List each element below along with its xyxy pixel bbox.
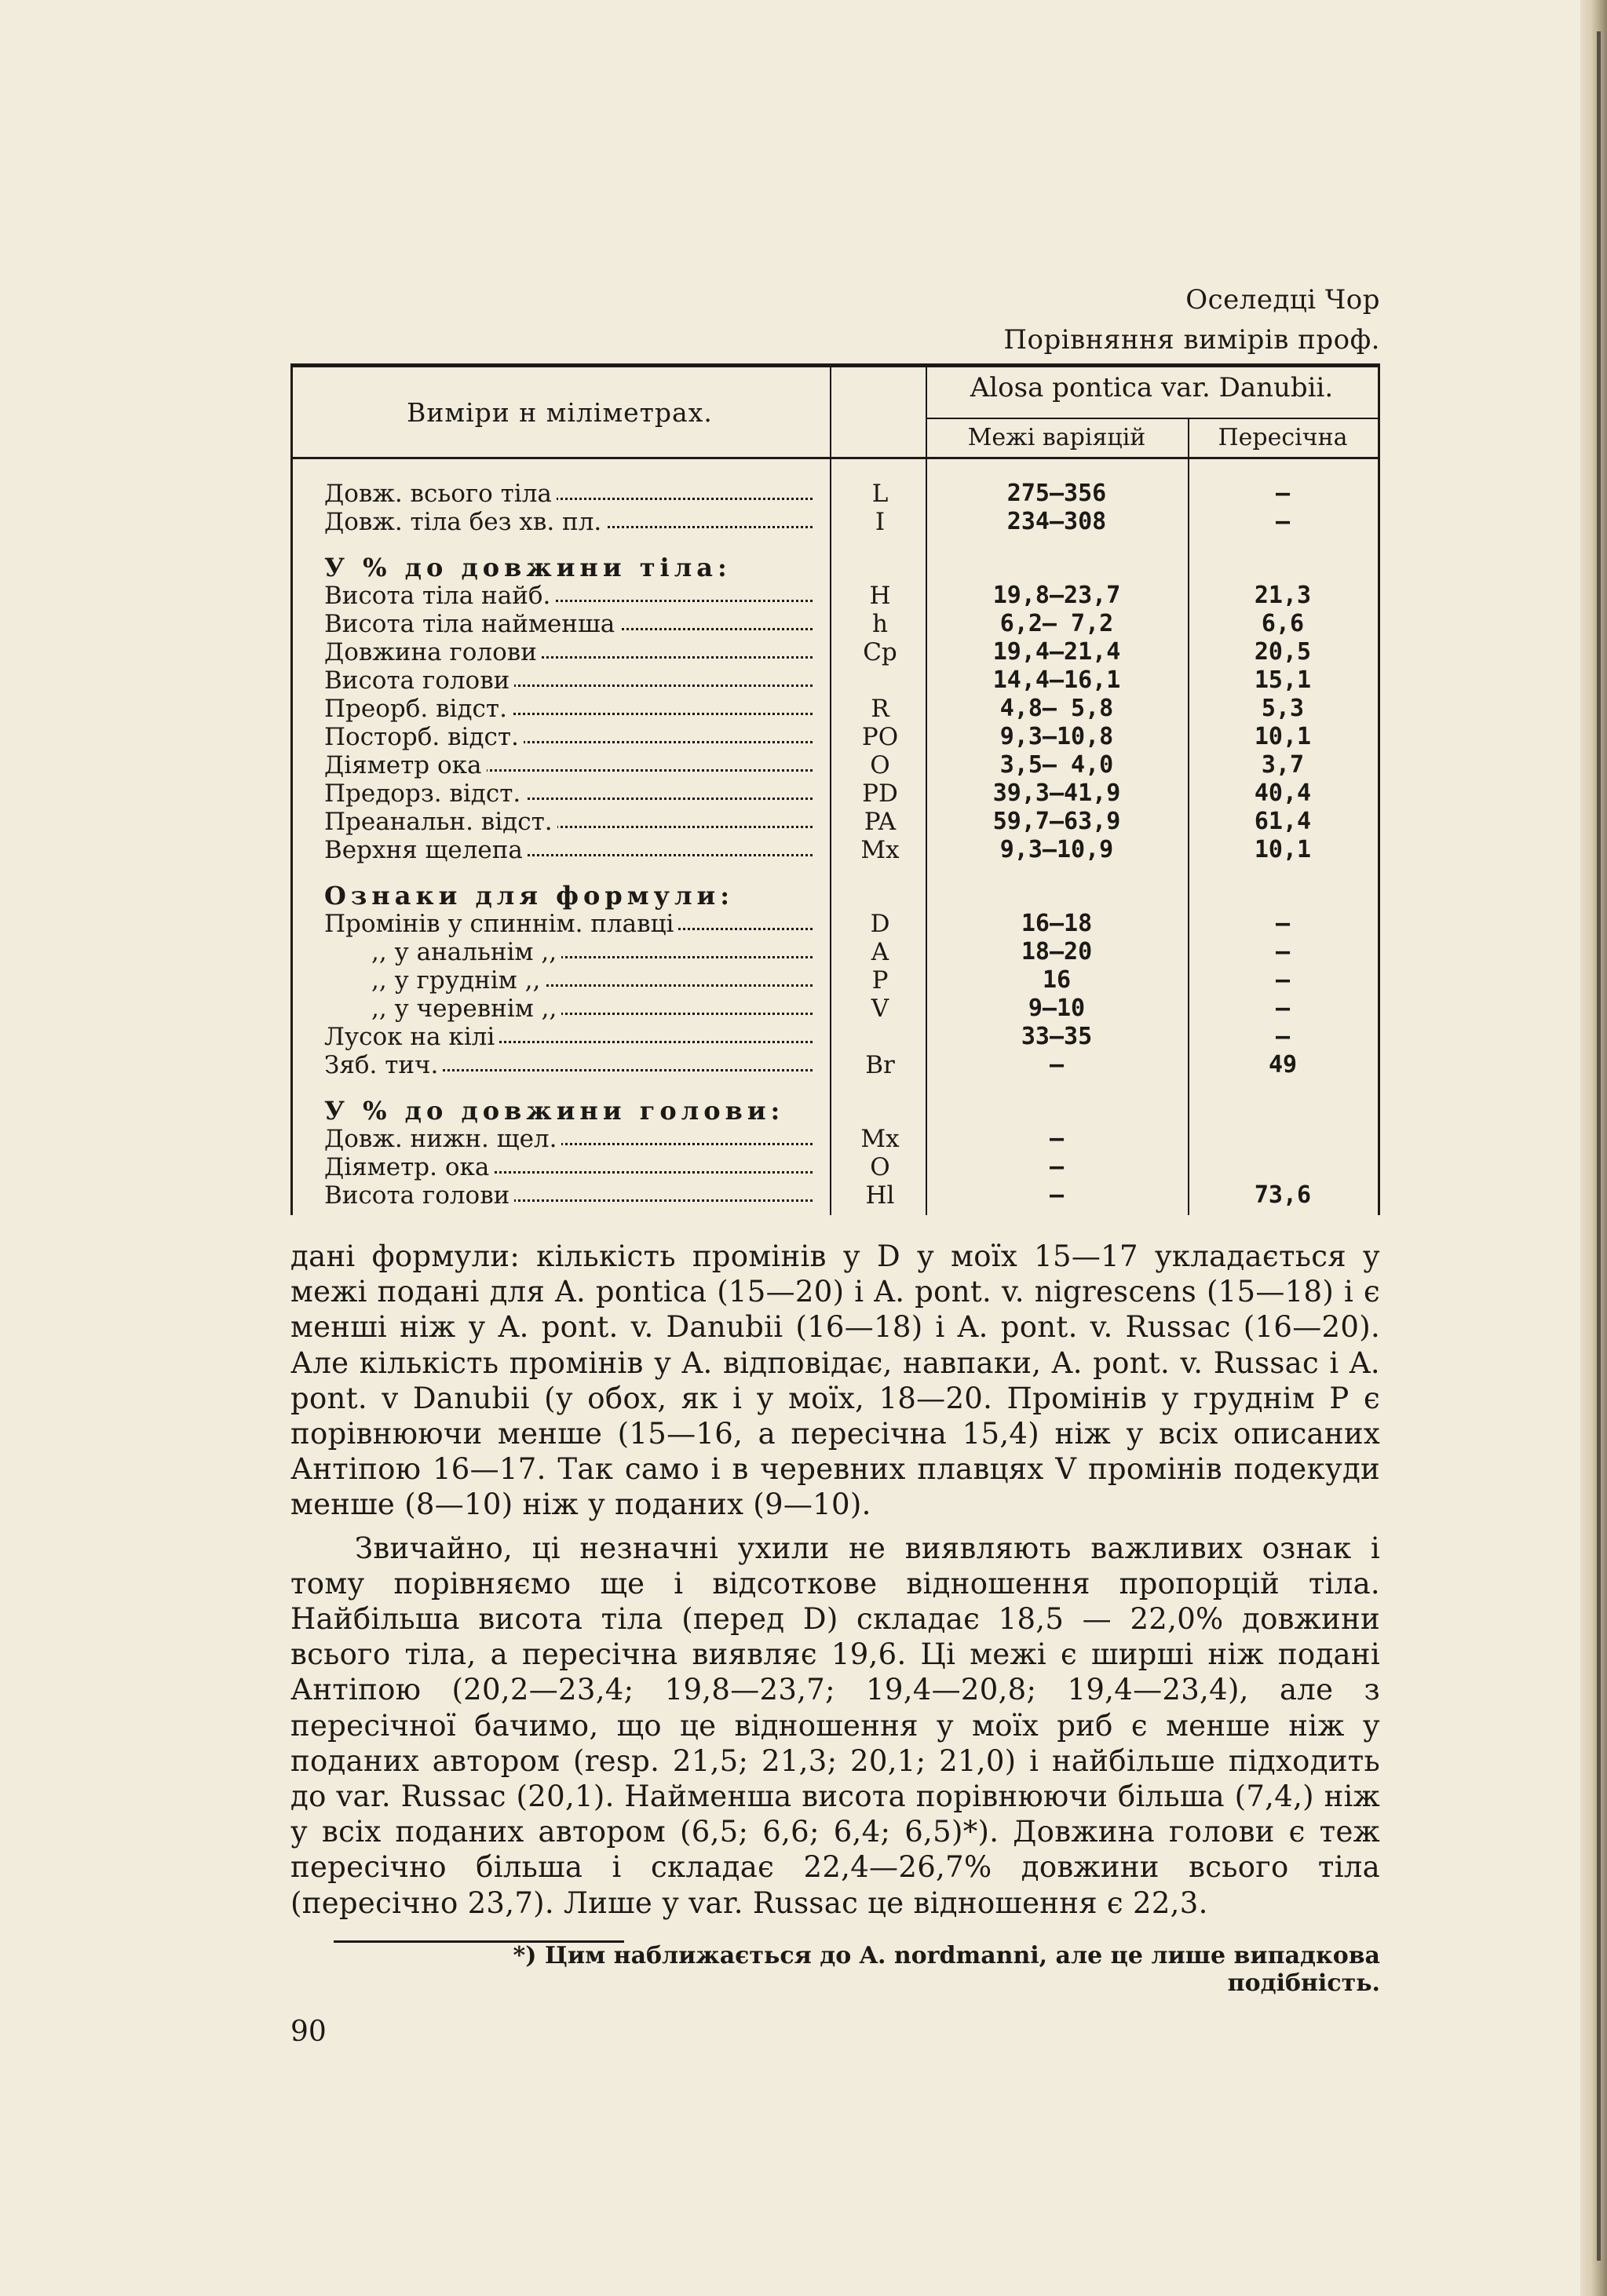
row-label: Висота голови <box>324 1181 514 1210</box>
row-label: Діяметр. ока <box>324 1153 494 1181</box>
row-range: 19,8—23,7 <box>992 582 1121 609</box>
row-mean: 20,5 <box>1254 638 1312 666</box>
row-label: Довж. всього тіла <box>324 480 557 508</box>
row-mean: — <box>1275 910 1291 937</box>
row-mean: 15,1 <box>1254 666 1312 694</box>
row-symbol: A <box>871 938 889 966</box>
header-rule <box>293 457 1378 459</box>
row-symbol: L <box>871 480 889 508</box>
row-mean: — <box>1275 995 1291 1022</box>
row-mean: — <box>1275 938 1291 965</box>
table-row <box>293 582 1378 610</box>
table-row <box>293 638 1378 666</box>
row-label: Висота тіла найменша <box>324 610 619 638</box>
row-range: 9—10 <box>1028 995 1086 1022</box>
table-row <box>293 695 1378 723</box>
row-label: Висота голови <box>324 666 514 695</box>
row-symbol: Cp <box>863 638 897 666</box>
paragraph: Звичайно, ці незначні ухили не виявляють важливих ознак і тому порівняємо ще і відсоткове відношення пропорцій тіла. Найбільша висота тіла (перед D) складає 18,5 — 22,0% довжини всього тіла, а пересічна виявляє 19,6. Ці межі є ширші ніж подані Антіпою (20,2—23,4; 19,8—23,7; 19,4—20,8; 19,4—23,4), але з пересічної бачимо, що це відношення у моїх риб є менше ніж у поданих автором (resp. 21,5; 21,3; 20,1; 21,0) і найбільше підходить до var. Russac (20,1). Найменша висота порівнюючи більша (7,4,) ніж у всіх поданих автором (6,5; 6,6; 6,4; 6,5)*). Довжина голови є теж пересічно більша і складає 22,4—26,7% довжини всього тіла (пересічно 23,7). Лише у var. Russac це відношення є 22,3. <box>290 1531 1380 1920</box>
row-label: Довж. нижн. щел. <box>324 1125 561 1153</box>
table-row <box>293 666 1378 695</box>
row-label: Довжина голови <box>324 638 542 666</box>
row-symbol: O <box>870 1153 890 1181</box>
table-row <box>293 995 1378 1023</box>
row-symbol: PA <box>864 808 897 836</box>
row-symbol: V <box>871 995 889 1023</box>
paragraph: дані формули: кількість промінів у D у моїх 15—17 укладається у межі подані для A. pontica (15—20) і A. pont. v. nigrescens (15—18) і є менші ніж у A. pont. v. Danubii (16—18) і A. pont. v. Russac (16—20). Але кількість промінів у A. відповідає, навпаки, A. pont. v. Russac і A. pont. v Danubii (у обох, як і у моїх, 18—20. Промінів у груднім P є порівнюючи менше (15—16, а пересічна 15,4) ніж у всіх описаних Антіпою 16—17. Так само і в черевних плавцях V промінів подекуди менше (8—10) ніж у поданих (9—10). <box>290 1239 1380 1522</box>
table-section-heading <box>293 553 1378 582</box>
row-symbol: PD <box>862 779 898 808</box>
measure-column-header: Виміри н міліметрах. <box>407 397 713 428</box>
row-label: Лусок на кілі <box>324 1023 499 1051</box>
row-range: — <box>1049 1051 1065 1079</box>
row-range: — <box>1049 1125 1065 1152</box>
row-symbol: P <box>871 966 889 995</box>
row-mean: 10,1 <box>1254 836 1312 863</box>
row-range: 33—35 <box>1021 1023 1093 1050</box>
table-row <box>293 910 1378 938</box>
row-label: Верхня щелепа <box>324 836 528 864</box>
table-row <box>293 1051 1378 1079</box>
row-range: 39,3—41,9 <box>992 779 1121 807</box>
row-mean: 49 <box>1268 1051 1298 1079</box>
row-label: ,, у груднім ,, <box>324 966 545 995</box>
table-section-heading <box>293 1097 1378 1125</box>
row-range: 9,3—10,8 <box>999 723 1114 750</box>
row-mean: — <box>1275 966 1291 994</box>
table-row <box>293 836 1378 864</box>
mean-column-header: Пересічна <box>1218 424 1348 451</box>
row-range: 6,2— 7,2 <box>999 610 1114 637</box>
table-row <box>293 1125 1378 1153</box>
table-caption: Порівняння вимірів проф. <box>1003 324 1380 356</box>
row-label: Предорз. відст. <box>324 779 525 808</box>
table-row <box>293 723 1378 751</box>
row-range: 16—18 <box>1021 910 1093 937</box>
row-mean: 40,4 <box>1254 779 1312 807</box>
footnote: *) Цим наближається до A. nordmanni, але це лише випадкова подібність. <box>513 1942 1380 1997</box>
row-range: 16 <box>1042 966 1072 994</box>
row-range: 19,4—21,4 <box>992 638 1121 666</box>
measurements-table <box>290 363 1380 1215</box>
row-label: Висота тіла найб. <box>324 582 555 610</box>
row-symbol: Hl <box>865 1181 895 1210</box>
row-label: Зяб. тич. <box>324 1051 443 1079</box>
row-range: 14,4—16,1 <box>992 666 1121 694</box>
table-row <box>293 610 1378 638</box>
table-body <box>293 480 1378 1210</box>
table-section-heading <box>293 882 1378 910</box>
section-label: У % до довжини тіла: <box>324 553 732 582</box>
row-range: 3,5— 4,0 <box>999 751 1114 779</box>
row-range: 18—20 <box>1021 938 1093 965</box>
table-row <box>293 966 1378 995</box>
species-column-header: Alosa pontica var. Danubii. <box>970 372 1334 403</box>
row-mean: 5,3 <box>1261 695 1305 722</box>
row-mean: 73,6 <box>1254 1181 1312 1209</box>
table-row <box>293 751 1378 779</box>
row-label: Промінів у спиннім. плавці <box>324 910 678 938</box>
row-range: 9,3—10,9 <box>999 836 1114 863</box>
row-mean: — <box>1275 1023 1291 1050</box>
row-range: 234—308 <box>1006 508 1107 535</box>
row-symbol: PO <box>861 723 899 751</box>
row-range: 4,8— 5,8 <box>999 695 1114 722</box>
table-row <box>293 808 1378 836</box>
section-label: У % до довжини голови: <box>324 1097 785 1125</box>
table-row <box>293 508 1378 536</box>
row-range: 275—356 <box>1006 480 1107 507</box>
table-row <box>293 1153 1378 1181</box>
row-label: Посторб. відст. <box>324 723 524 751</box>
row-label: Довж. тіла без хв. пл. <box>324 508 606 536</box>
row-label: Преанальн. відст. <box>324 808 557 836</box>
binding-edge-line <box>1597 31 1601 2261</box>
row-mean: 21,3 <box>1254 582 1312 609</box>
row-range: 59,7—63,9 <box>992 808 1121 835</box>
row-symbol: Br <box>865 1051 895 1079</box>
table-row <box>293 1023 1378 1051</box>
table-row <box>293 480 1378 508</box>
row-symbol: O <box>870 751 890 779</box>
row-mean: — <box>1275 508 1291 535</box>
row-symbol: h <box>872 610 888 638</box>
row-symbol: Mx <box>860 1125 900 1153</box>
running-header-title: Оселедці Чор <box>1185 284 1380 316</box>
row-label: ,, у черевнім ,, <box>324 995 561 1023</box>
body-text <box>290 1239 1380 1921</box>
row-label: Діяметр ока <box>324 751 487 779</box>
row-symbol: Mx <box>860 836 900 864</box>
row-label: ,, у анальнім ,, <box>324 938 561 966</box>
page-number: 90 <box>290 2016 327 2048</box>
table-row <box>293 779 1378 808</box>
row-symbol: I <box>875 508 886 536</box>
table-row <box>293 1181 1378 1210</box>
row-mean: 3,7 <box>1261 751 1305 779</box>
row-mean: 6,6 <box>1261 610 1305 637</box>
row-symbol: D <box>870 910 890 938</box>
row-mean: 10,1 <box>1254 723 1312 750</box>
range-column-header: Межі варіяцій <box>967 424 1146 451</box>
row-symbol: H <box>869 582 891 610</box>
table-row <box>293 938 1378 966</box>
row-symbol: R <box>871 695 889 723</box>
subheader-rule <box>926 418 1378 419</box>
row-range: — <box>1049 1153 1065 1181</box>
row-label: Преорб. відст. <box>324 695 512 723</box>
row-range: — <box>1049 1181 1065 1209</box>
section-label: Ознаки для формули: <box>324 882 735 910</box>
row-mean: 61,4 <box>1254 808 1312 835</box>
page-edge <box>1580 0 1607 2296</box>
row-mean: — <box>1275 480 1291 507</box>
